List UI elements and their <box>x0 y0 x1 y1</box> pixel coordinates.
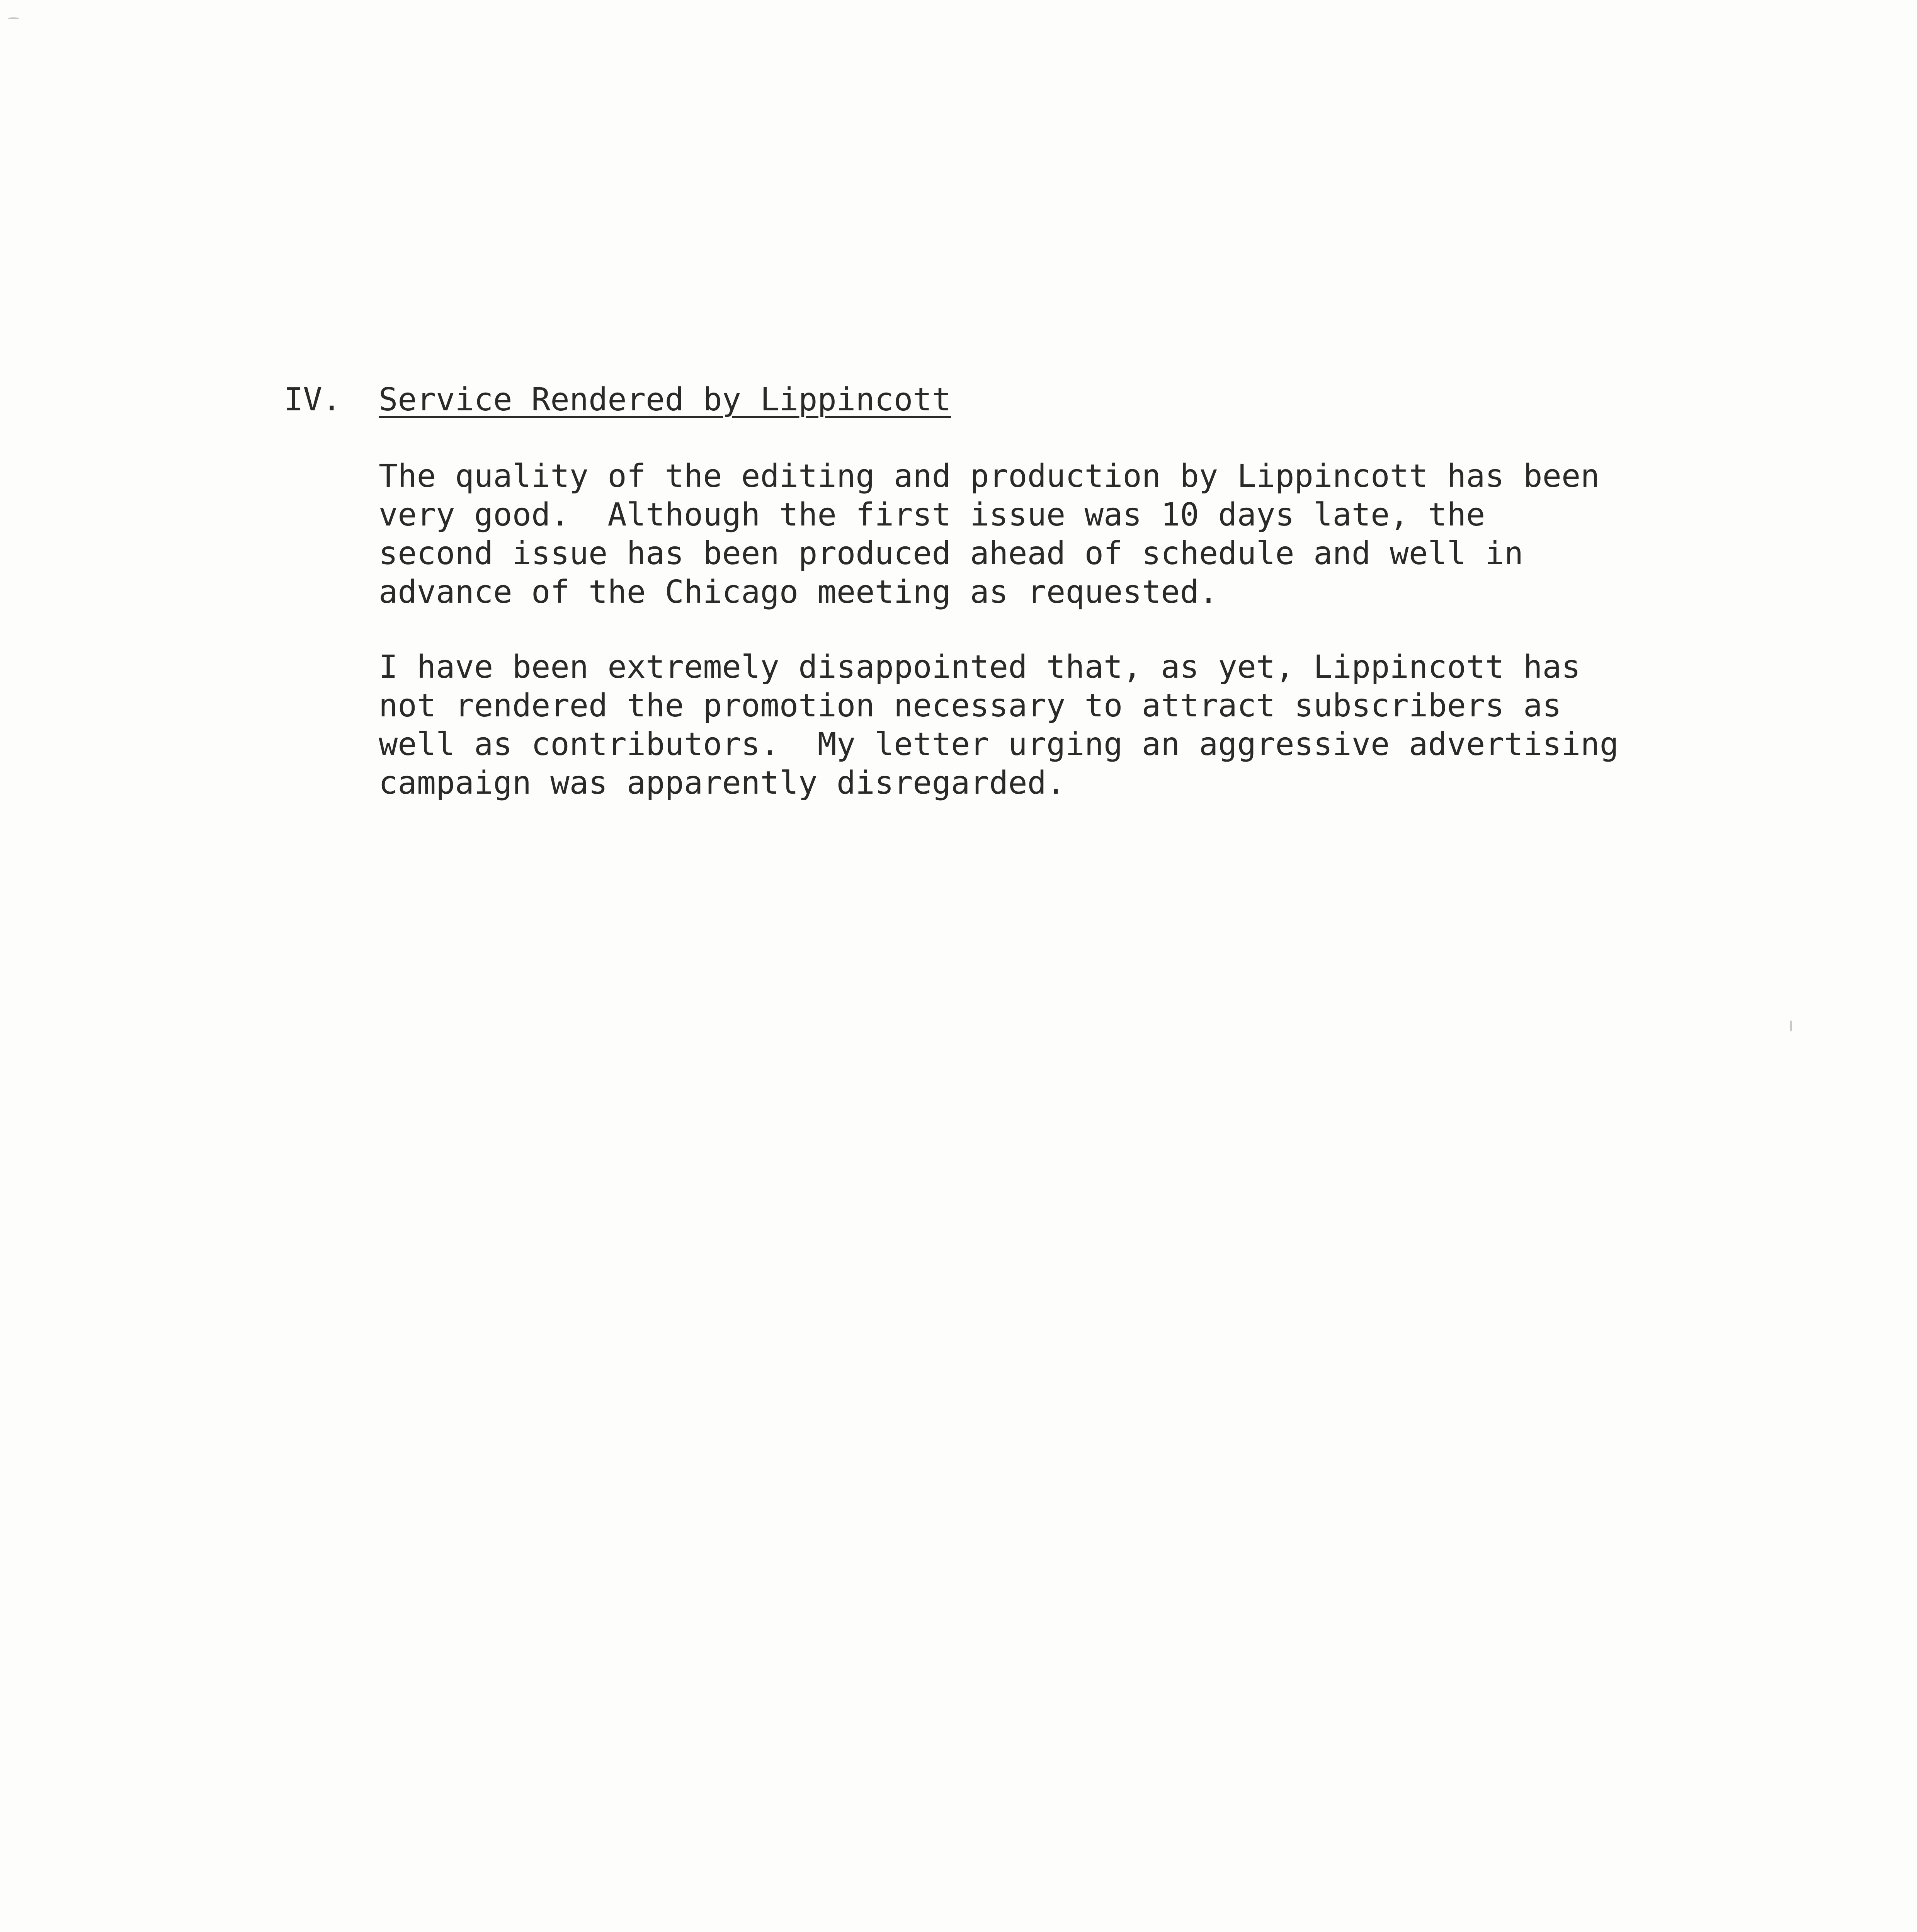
paragraph-line: not rendered the promotion necessary to attract subscribers as <box>379 687 1561 724</box>
paragraph-promotion <box>379 648 1619 803</box>
section-number: IV. <box>284 381 342 418</box>
scan-speck <box>1790 1020 1792 1032</box>
paragraph-line: The quality of the editing and production by Lippincott has been <box>379 458 1600 495</box>
scan-speck <box>8 17 19 19</box>
paragraph-line: second issue has been produced ahead of schedule and well in <box>379 535 1524 572</box>
paragraph-line: campaign was apparently disregarded. <box>379 765 1066 801</box>
paragraph-line: well as contributors. My letter urging an aggressive advertising <box>379 726 1619 763</box>
paragraph-line: advance of the Chicago meeting as requested. <box>379 574 1218 611</box>
section-heading <box>284 381 951 419</box>
paragraph-line: I have been extremely disappointed that, as yet, Lippincott has <box>379 649 1581 685</box>
section-title: Service Rendered by Lippincott <box>379 381 951 418</box>
paragraph-quality <box>379 457 1600 612</box>
paragraph-line: very good. Although the first issue was 10 days late, the <box>379 497 1485 533</box>
